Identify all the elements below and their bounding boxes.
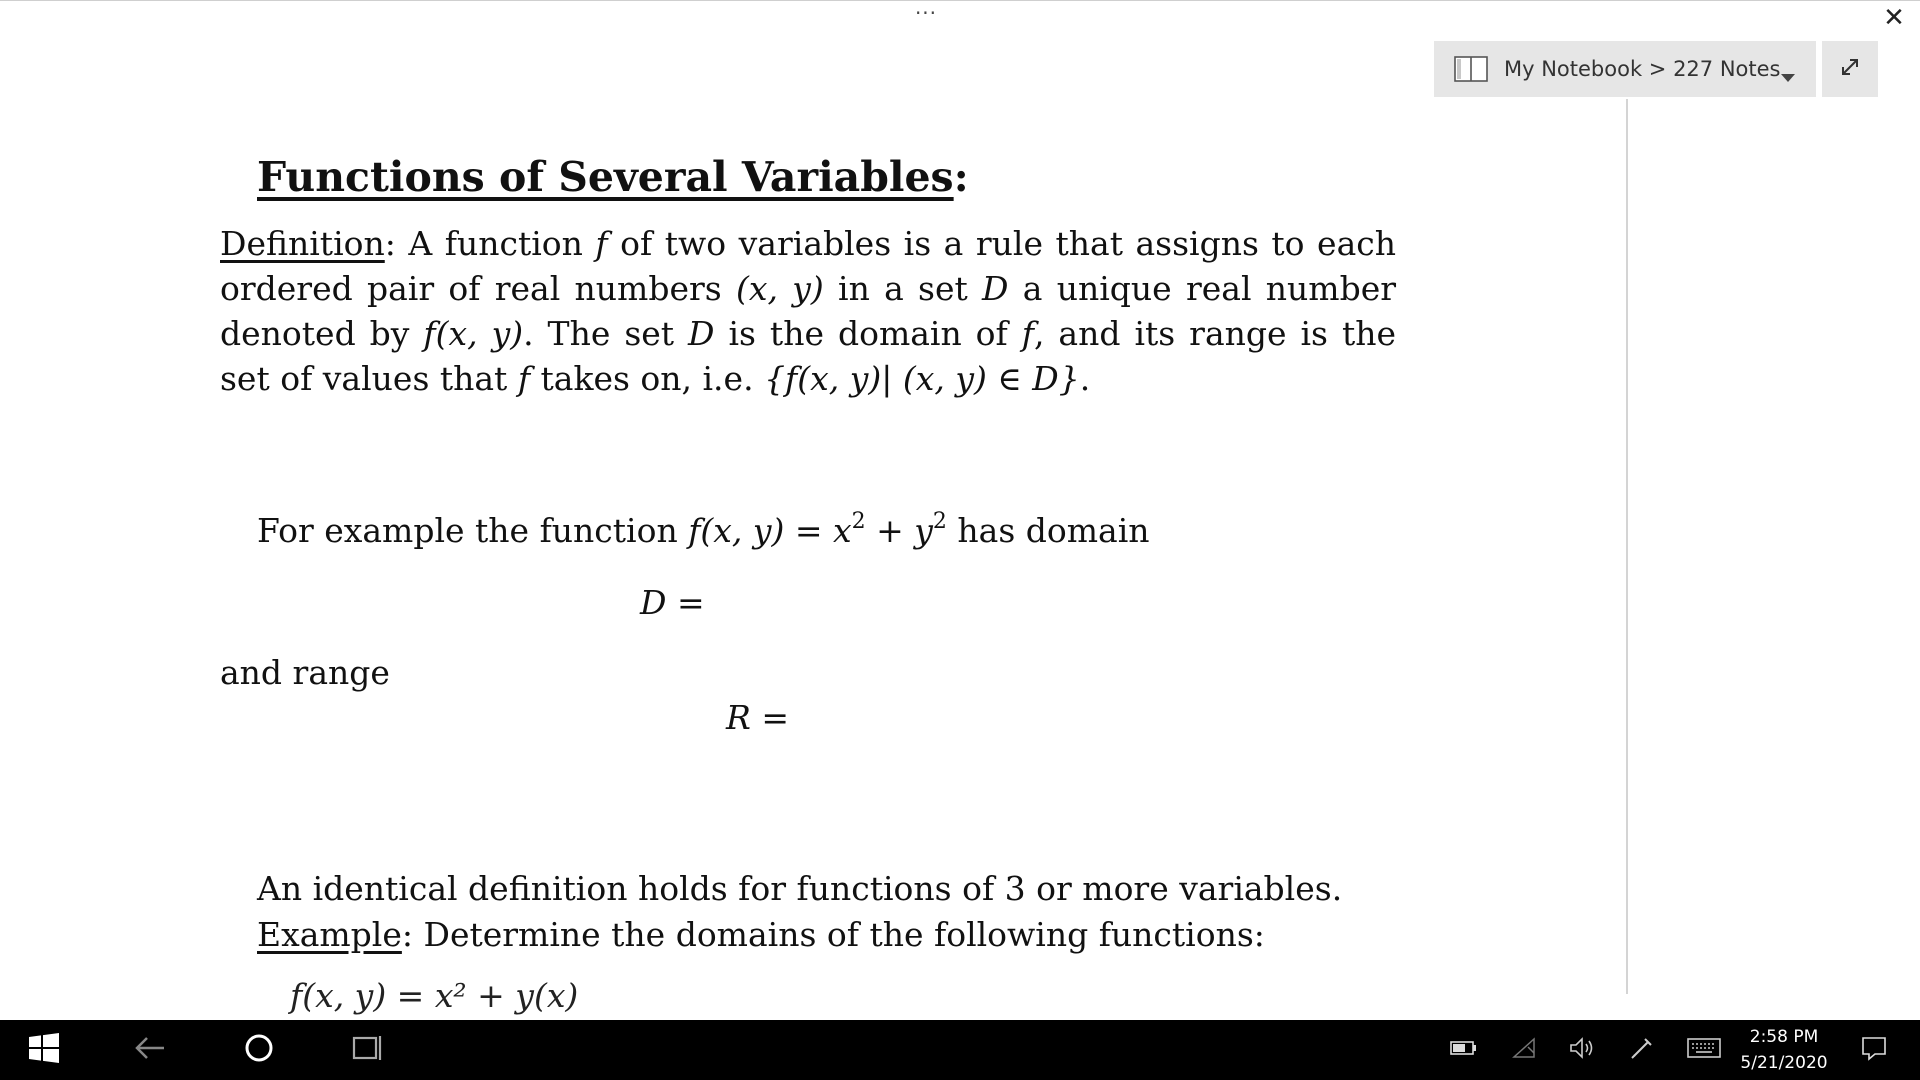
keyboard-tray[interactable]: [1682, 1020, 1726, 1080]
battery-tray[interactable]: [1442, 1020, 1486, 1080]
clock-date: 5/21/2020: [1740, 1053, 1828, 1073]
wifi-icon: [1512, 1037, 1536, 1063]
identical-definition-text: An identical definition holds for functions of 3 or more variables.: [257, 869, 1343, 908]
volume-icon: [1569, 1037, 1595, 1063]
more-options-button[interactable]: ···: [914, 1, 938, 25]
network-tray[interactable]: [1502, 1020, 1546, 1080]
example-heading: Example: Determine the domains of the following functions:: [257, 915, 1265, 954]
page-title: Functions of Several Variables:: [257, 153, 969, 201]
taskbar: [0, 1020, 1920, 1080]
system-clock[interactable]: [1728, 1024, 1840, 1076]
battery-icon: [1450, 1040, 1478, 1060]
close-button[interactable]: ✕: [1883, 3, 1905, 33]
pen-tray[interactable]: [1620, 1020, 1664, 1080]
example-label: Example: [257, 915, 402, 954]
domain-equation: D =: [640, 583, 705, 622]
keyboard-icon: [1687, 1038, 1721, 1062]
task-view-icon: [352, 1034, 384, 1066]
notification-icon: [1861, 1036, 1887, 1064]
chevron-down-icon: [1780, 64, 1796, 74]
expand-button[interactable]: [1822, 41, 1878, 97]
circle-icon: [244, 1033, 274, 1067]
back-button[interactable]: [122, 1020, 178, 1080]
definition-paragraph: Definition: A function f of two variables is a rule that assigns to each ordered pair of real numbers (x, y) in a set D a unique real number denoted by f(x, y). The set D is the domain of f, and its range is the set of values that f takes on, i.e. {f(x, y)| (x, y) ∈ D}.: [220, 224, 1397, 398]
range-label: and range: [220, 653, 390, 692]
volume-tray[interactable]: [1560, 1020, 1604, 1080]
back-arrow-icon: [134, 1036, 166, 1064]
cutoff-formula: f(x, y) = x² + y(x): [290, 976, 579, 1015]
task-view-button[interactable]: [340, 1020, 396, 1080]
clock-time: 2:58 PM: [1749, 1027, 1819, 1047]
windows-icon: [29, 1033, 59, 1067]
example-sentence: For example the function f(x, $y) = x^2 + y^2$ has domain: [257, 509, 1150, 550]
action-center-button[interactable]: [1852, 1020, 1896, 1080]
range-equation: R =: [726, 698, 789, 737]
definition-label: Definition: [220, 224, 385, 263]
page-list-divider: [1626, 99, 1628, 994]
note-page: [0, 1, 1600, 1015]
expand-icon: [1839, 56, 1861, 82]
start-button[interactable]: [16, 1020, 72, 1080]
cortana-button[interactable]: [231, 1020, 287, 1080]
pen-icon: [1630, 1036, 1654, 1064]
notebook-path: My Notebook > 227 Notes: [1504, 57, 1781, 81]
